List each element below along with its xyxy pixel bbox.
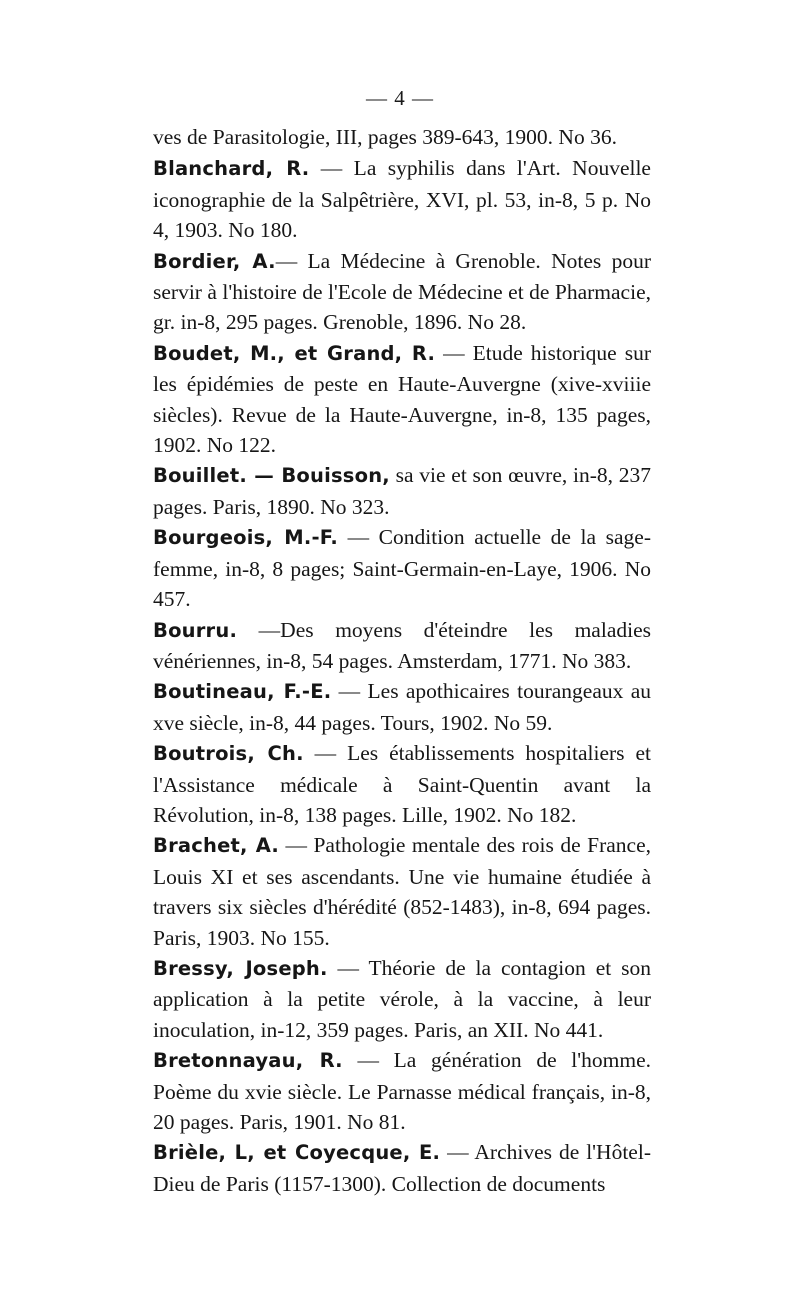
entry-text: — Archives de l'Hôtel-Dieu de Paris (1157-1300). Collection de documents	[153, 1140, 651, 1196]
entry-author: Bressy, Joseph.	[153, 956, 328, 980]
bibliography-entry	[153, 1137, 651, 1199]
entry-author: Bouillet. — Bouisson,	[153, 464, 390, 488]
entry-text: — La syphilis dans l'Art. Nouvelle iconographie de la Salpêtrière, XVI, pl. 53, in-8, 5 p. No 4, 1903. No 180.	[153, 156, 651, 243]
bibliography-entry	[153, 830, 651, 953]
bibliography-entry	[153, 153, 651, 245]
entry-author: Bretonnayau, R.	[153, 1049, 343, 1073]
bibliography-entry	[153, 522, 651, 614]
bibliography-entry	[153, 738, 651, 830]
entry-text: — Pathologie mentale des rois de France, Louis XI et ses ascendants. Une vie humaine étudiée à travers six siècles d'hérédité (852-1483), in-8, 694 pages. Paris, 1903. No 155.	[153, 833, 651, 950]
entry-author: Bourru.	[153, 618, 238, 642]
bibliography-entry	[153, 953, 651, 1045]
bibliography-entry	[153, 676, 651, 738]
entry-author: Bourgeois, M.-F.	[153, 526, 338, 550]
bibliography-entry	[153, 1045, 651, 1137]
bibliography-entry	[153, 615, 651, 677]
entry-author: Boutrois, Ch.	[153, 742, 304, 766]
entry-text: — Théorie de la contagion et son application à la petite vérole, à la vaccine, à leur inoculation, in-12, 359 pages. Paris, an XII. No 441.	[153, 955, 651, 1042]
bibliography-entry	[153, 460, 651, 522]
entry-author: Brachet, A.	[153, 834, 279, 858]
entry-text: — Condition actuelle de la sage-femme, in-8, 8 pages; Saint-Germain-en-Laye, 1906. No 457.	[153, 525, 651, 612]
entry-text: —Des moyens d'éteindre les maladies vénériennes, in-8, 54 pages. Amsterdam, 1771. No 383.	[153, 617, 651, 673]
entry-text: — La génération de l'homme. Poème du xvie siècle. Le Parnasse médical français, in-8, 20 pages. Paris, 1901. No 81.	[153, 1048, 652, 1134]
entry-text: sa vie et son œuvre, in-8, 237 pages. Paris, 1890. No 323.	[153, 463, 652, 519]
entry-text: — Les apothicaires tourangeaux au xve siècle, in-8, 44 pages. Tours, 1902. No 59.	[153, 679, 651, 735]
entry-text: — Les établissements hospitaliers et l'Assistance médicale à Saint-Quentin avant la Révolution, in-8, 138 pages. Lille, 1902. No 182.	[153, 741, 651, 827]
bibliography-entry	[153, 122, 651, 153]
entry-author: Brièle, L, et Coyecque, E.	[153, 1141, 441, 1165]
entry-text: — La Médecine à Grenoble. Notes pour servir à l'histoire de l'Ecole de Médecine et de Pharmacie, gr. in-8, 295 pages. Grenoble, 1896. No 28.	[153, 248, 651, 335]
entry-author: Blanchard, R.	[153, 157, 310, 181]
page-number: — 4 —	[366, 86, 434, 110]
entry-author: Bordier, A.	[153, 249, 276, 273]
bibliography-list	[153, 122, 651, 1199]
entry-text: ves de Parasitologie, III, pages 389-643, 1900. No 36.	[153, 125, 617, 149]
entry-author: Boudet, M., et Grand, R.	[153, 341, 436, 365]
bibliography-entry	[153, 338, 651, 461]
entry-author: Boutineau, F.-E.	[153, 680, 332, 704]
entry-text: — Etude historique sur les épidémies de peste en Haute-Auvergne (xive-xviiie siècles). Revue de la Haute-Auvergne, in-8, 135 pages, 1902. No 122.	[153, 340, 652, 458]
bibliography-entry	[153, 246, 651, 338]
